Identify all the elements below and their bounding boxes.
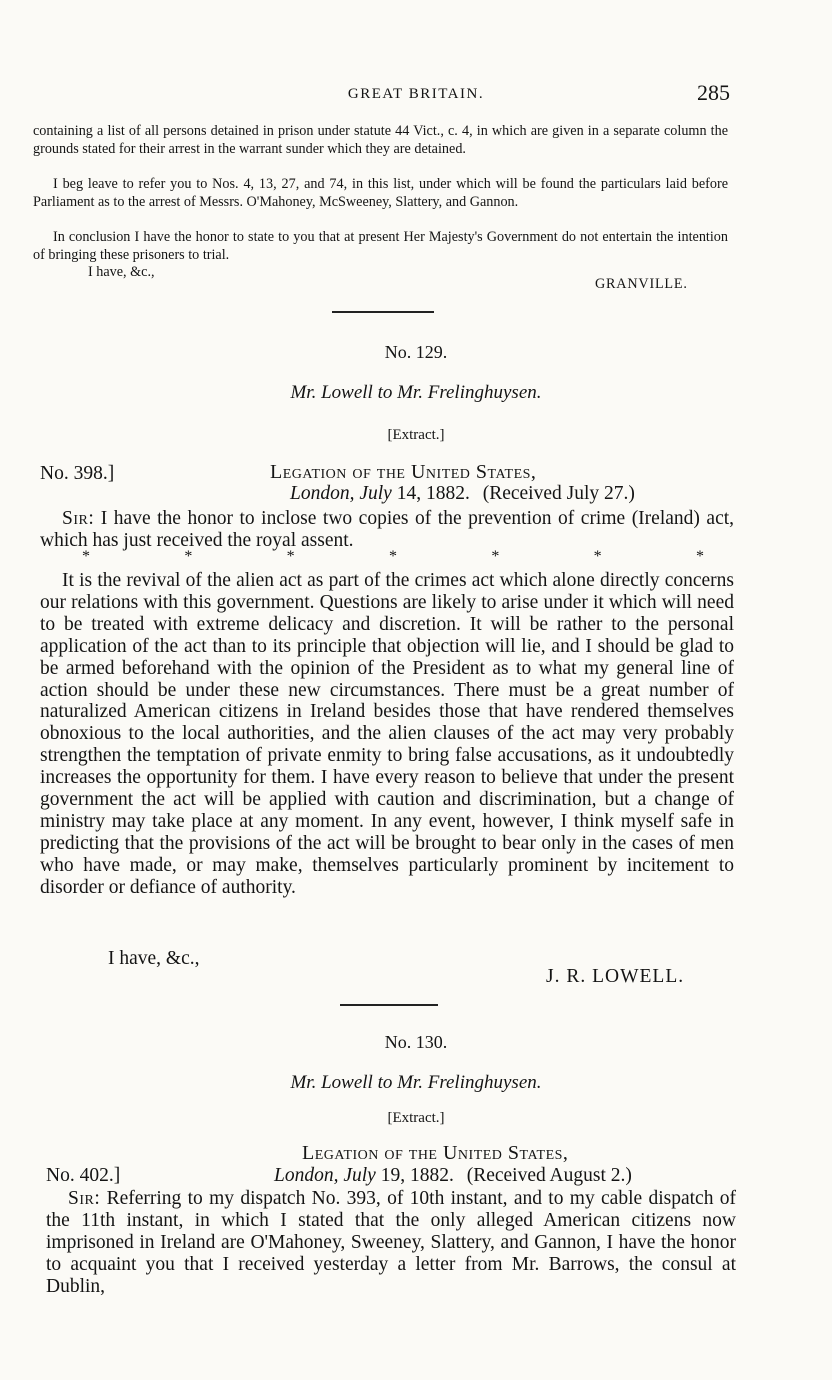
document-number-129: No. 129.: [384, 342, 448, 362]
legation-line-129: Legation of the United States,: [270, 461, 537, 483]
letter-129-paragraph-2: It is the revival of the alien act as part of the crimes act which alone directly concerns our relations with this government. Questions are likely to arise under it which will need to be treated with extreme delicacy and discretion. It will be rather to the personal application of the act than to its principle that objection will lie, and I should be glad to be armed beforehand with the opinion of the President as to what my general line of action should be under these new circumstances. There must be a great number of naturalized American citizens in Ireland besides those that have rendered themselves obnoxious to the local authorities, and the alien clauses of the act may very probably strengthen the temptation of private enmity to bring false accusations, as it undoubtedly increases the opportunity for them. I have every reason to believe that under the present government the act will be applied with caution and discrimination, but a change of ministry may take place at any moment. In any event, however, I think myself safe in predicting that the provisions of the act will be brought to bear only in the cases of men who have made, or may make, themselves particularly prominent by incitement to disorder or defiance of authority.: [40, 570, 734, 898]
letter-130-paragraph-1: [46, 1188, 736, 1298]
letter-129-paragraph-1-text: I have the honor to inclose two copies of the prevention of crime (Ireland) act, which has just received the royal assent.: [40, 508, 735, 551]
date-day-year-129: 14, 1882.: [396, 483, 470, 504]
omission-star: *: [491, 548, 500, 565]
running-title: GREAT BRITAIN.: [347, 86, 485, 102]
document-number-130: No. 130.: [384, 1032, 448, 1052]
section-divider: [332, 311, 434, 313]
omission-star: *: [388, 548, 397, 565]
omission-star: *: [593, 548, 602, 565]
date-place-130: London,: [274, 1165, 339, 1186]
salutation-130: Sir:: [68, 1188, 101, 1209]
received-date-130: (Received August 2.): [466, 1165, 632, 1186]
letter-129-closing: I have, &c.,: [108, 948, 200, 969]
extract-label-129: [Extract.]: [387, 427, 445, 443]
continuation-paragraph-1: containing a list of all persons detained in prison under statute 44 Vict., c. 4, in which are given in a separate column the grounds stated for their arrest in the warrant sunder which they are detained.: [33, 123, 728, 157]
date-line-129: [290, 483, 635, 505]
continuation-signature: GRANVILLE.: [595, 276, 688, 292]
omission-star: *: [184, 548, 193, 565]
dispatch-number-398: No. 398.]: [40, 463, 115, 484]
date-line-130: [274, 1165, 632, 1187]
document-heading-129: Mr. Lowell to Mr. Frelinghuysen.: [290, 382, 542, 403]
continuation-paragraph-2: I beg leave to refer you to Nos. 4, 13, 27, and 74, in this list, under which will be found the particulars laid before Parliament as to the arrest of Messrs. O'Mahoney, McSweeney, Slattery, and Gannon.: [33, 176, 728, 210]
section-divider: [340, 1004, 438, 1006]
extract-label-130: [Extract.]: [387, 1110, 445, 1126]
letter-129-signature: J. R. LOWELL.: [546, 966, 685, 987]
omission-stars-129: [40, 548, 734, 566]
page-number: 285: [697, 80, 730, 105]
letter-129-paragraph-1: [40, 508, 734, 552]
omission-star: *: [286, 548, 295, 565]
continuation-closing: I have, &c.,: [88, 264, 155, 280]
omission-star: *: [695, 548, 704, 565]
continuation-paragraph-3: In conclusion I have the honor to state to you that at present Her Majesty's Government do not entertain the intention of bringing these prisoners to trial.: [33, 229, 728, 263]
omission-star: *: [82, 548, 90, 565]
date-place-129: London,: [290, 483, 355, 504]
legation-line-130: Legation of the United States,: [302, 1142, 569, 1164]
date-month-129: July: [359, 483, 392, 504]
date-day-year-130: 19, 1882.: [380, 1165, 454, 1186]
date-month-130: July: [343, 1165, 376, 1186]
salutation-129: Sir:: [62, 508, 95, 529]
running-head: [0, 80, 832, 110]
document-heading-130: Mr. Lowell to Mr. Frelinghuysen.: [290, 1072, 542, 1093]
dispatch-number-402: No. 402.]: [46, 1165, 121, 1186]
letter-130-paragraph-1-text: Referring to my dispatch No. 393, of 10th instant, and to my cable dispatch of the 11th instant, in which I stated that the only alleged American citizens now imprisoned in Ireland are O'Mahoney, Sweeney, Slattery, and Gannon, I have the honor to acquaint you that I received yesterday a letter from Mr. Barrows, the consul at Dublin,: [46, 1188, 736, 1297]
received-date-129: (Received July 27.): [482, 483, 635, 504]
